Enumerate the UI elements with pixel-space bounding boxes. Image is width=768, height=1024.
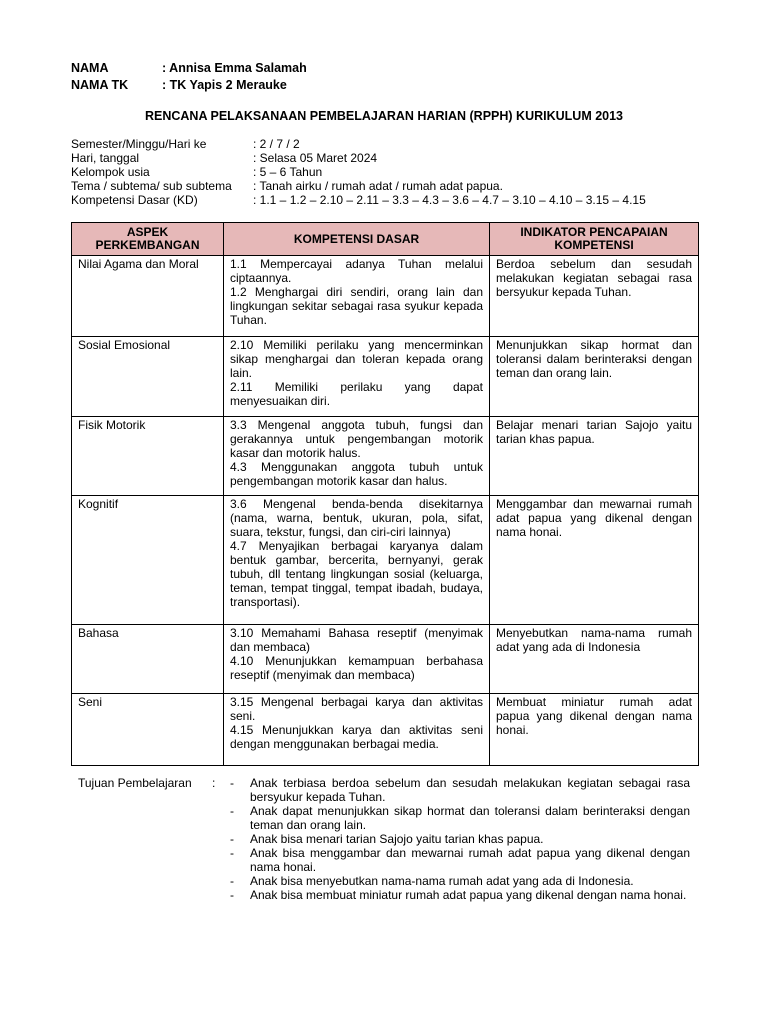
kd-item: 3.6 Mengenal benda-benda disekitarnya (nama, warna, bentuk, ukuran, pola, sifat, suara, tekstur, fungsi, dan ciri-ciri lainnya) [230, 497, 483, 539]
kd-cell [224, 625, 490, 694]
kd-cell [224, 256, 490, 337]
info-row [71, 193, 646, 207]
aspek-cell: Nilai Agama dan Moral [72, 256, 224, 337]
table-header-row [72, 223, 699, 256]
aspek-cell: Bahasa [72, 625, 224, 694]
goal-dash: - [230, 888, 234, 902]
nama-tk-label: NAMA TK [71, 78, 129, 92]
goal-item [230, 846, 690, 874]
indikator-cell: Belajar menari tarian Sajojo yaitu tarian khas papua. [490, 417, 699, 496]
info-row [71, 151, 646, 165]
info-value: : 1.1 – 1.2 – 2.10 – 2.11 – 3.3 – 4.3 – 3.6 – 4.7 – 3.10 – 4.10 – 3.15 – 4.15 [253, 193, 646, 207]
kd-item: 1.1 Mempercayai adanya Tuhan melalui ciptaannya. [230, 257, 483, 285]
table-row [72, 417, 699, 496]
indikator-cell: Menyebutkan nama-nama rumah adat yang ada di Indonesia [490, 625, 699, 694]
goal-dash: - [230, 832, 234, 846]
info-value: : Selasa 05 Maret 2024 [253, 151, 378, 165]
aspek-cell: Sosial Emosional [72, 337, 224, 417]
info-label: Kompetensi Dasar (KD) [71, 193, 198, 207]
goal-item [230, 804, 690, 832]
nama-label: NAMA [71, 61, 109, 75]
kd-item: 4.3 Menggunakan anggota tubuh untuk pengembangan motorik kasar dan halus. [230, 460, 483, 488]
goals-list [230, 776, 690, 902]
indikator-cell: Menunjukkan sikap hormat dan toleransi dalam berinteraksi dengan teman dan orang lain. [490, 337, 699, 417]
kd-item: 3.10 Memahami Bahasa reseptif (menyimak dan membaca) [230, 626, 483, 654]
competency-table [71, 222, 699, 766]
goal-item [230, 874, 690, 888]
kd-cell [224, 496, 490, 625]
goals-colon: : [212, 776, 216, 790]
kd-item: 4.10 Menunjukkan kemampuan berbahasa reseptif (menyimak dan membaca) [230, 654, 483, 682]
info-label: Kelompok usia [71, 165, 150, 179]
kd-item: 1.2 Menghargai diri sendiri, orang lain dan lingkungan sekitar sebagai rasa syukur kepada Tuhan. [230, 285, 483, 327]
indikator-cell: Menggambar dan mewarnai rumah adat papua yang dikenal dengan nama honai. [490, 496, 699, 625]
nama-tk-value: : TK Yapis 2 Merauke [162, 78, 287, 92]
kd-item: 3.15 Mengenal berbagai karya dan aktivitas seni. [230, 695, 483, 723]
info-value: : 2 / 7 / 2 [253, 137, 300, 151]
goal-text: Anak bisa menyebutkan nama-nama rumah adat yang ada di Indonesia. [250, 874, 634, 888]
kd-item: 3.3 Mengenal anggota tubuh, fungsi dan gerakannya untuk pengembangan motorik kasar dan motorik halus. [230, 418, 483, 460]
info-label: Semester/Minggu/Hari ke [71, 137, 207, 151]
kd-cell [224, 417, 490, 496]
goal-dash: - [230, 804, 234, 818]
goal-item [230, 832, 690, 846]
kd-item: 4.7 Menyajikan berbagai karyanya dalam bentuk gambar, bercerita, bernyanyi, gerak tubuh, dll tentang lingkungan sosial (keluarga, teman, tempat tinggal, tempat ibadah, budaya, transportasi). [230, 539, 483, 609]
kd-item: 2.11 Memiliki perilaku yang dapat menyesuaikan diri. [230, 380, 483, 408]
kd-cell [224, 694, 490, 766]
goal-text: Anak terbiasa berdoa sebelum dan sesudah melakukan kegiatan sebagai rasa bersyukur kepada Tuhan. [250, 776, 690, 804]
goal-text: Anak bisa menari tarian Sajojo yaitu tarian khas papua. [250, 832, 544, 846]
nama-row [71, 61, 307, 75]
header-aspek: ASPEK PERKEMBANGAN [72, 223, 224, 256]
goal-text: Anak bisa menggambar dan mewarnai rumah adat papua yang dikenal dengan nama honai. [250, 846, 690, 874]
goal-dash: - [230, 776, 234, 790]
table-row [72, 625, 699, 694]
aspek-cell: Seni [72, 694, 224, 766]
info-block [71, 137, 646, 207]
table-row [72, 496, 699, 625]
table-row [72, 337, 699, 417]
table-row [72, 256, 699, 337]
info-label: Tema / subtema/ sub subtema [71, 179, 232, 193]
goal-dash: - [230, 846, 234, 860]
kd-item: 4.15 Menunjukkan karya dan aktivitas seni dengan menggunakan berbagai media. [230, 723, 483, 751]
goal-text: Anak dapat menunjukkan sikap hormat dan toleransi dalam berinteraksi dengan teman dan orang lain. [250, 804, 690, 832]
table-row [72, 694, 699, 766]
info-row [71, 165, 646, 179]
indikator-cell: Berdoa sebelum dan sesudah melakukan kegiatan sebagai rasa bersyukur kepada Tuhan. [490, 256, 699, 337]
kd-item: 2.10 Memiliki perilaku yang mencerminkan sikap menghargai dan toleran kepada orang lain. [230, 338, 483, 380]
info-value: : Tanah airku / rumah adat / rumah adat papua. [253, 179, 503, 193]
info-value: : 5 – 6 Tahun [253, 165, 323, 179]
info-label: Hari, tanggal [71, 151, 140, 165]
indikator-cell: Membuat miniatur rumah adat papua yang dikenal dengan nama honai. [490, 694, 699, 766]
goals-label: Tujuan Pembelajaran [78, 776, 192, 790]
goal-text: Anak bisa membuat miniatur rumah adat papua yang dikenal dengan nama honai. [250, 888, 687, 902]
aspek-cell: Kognitif [72, 496, 224, 625]
nama-value: : Annisa Emma Salamah [162, 61, 307, 75]
aspek-cell: Fisik Motorik [72, 417, 224, 496]
goal-dash: - [230, 874, 234, 888]
info-row [71, 179, 646, 193]
document-title: RENCANA PELAKSANAAN PEMBELAJARAN HARIAN (RPPH) KURIKULUM 2013 [144, 109, 624, 123]
nama-tk-row [71, 78, 287, 92]
header-indikator: INDIKATOR PENCAPAIAN KOMPETENSI [490, 223, 699, 256]
header-kompetensi-dasar: KOMPETENSI DASAR [224, 223, 490, 256]
goal-item [230, 888, 690, 902]
info-row [71, 137, 646, 151]
goal-item [230, 776, 690, 804]
kd-cell [224, 337, 490, 417]
